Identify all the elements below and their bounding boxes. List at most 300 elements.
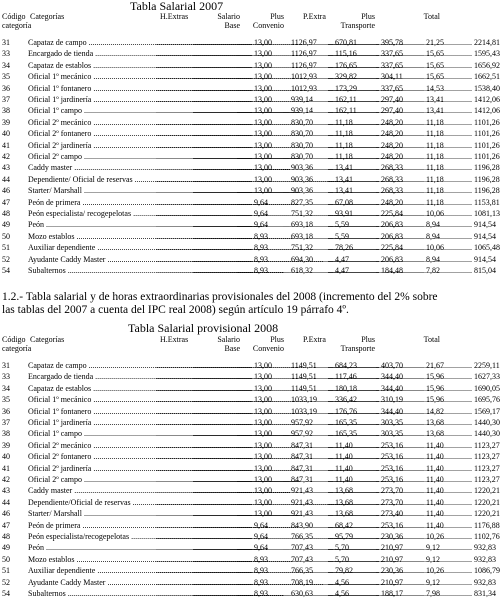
cell-category: Ayudante Caddy Master ..... (28, 577, 156, 588)
table-row (0, 406, 500, 417)
cell-category: Encargado de tienda ..... (28, 48, 156, 59)
cell-plus-transporte: ..... 21,67 (328, 360, 376, 371)
cell-plus-convenio: ..... 115,16 (237, 48, 283, 59)
cell-pextra: ..... 395,78 (283, 37, 328, 48)
cell-salario-base: ..... 847,31 (193, 451, 237, 462)
cell-plus-transporte: ..... 11,40 (328, 485, 376, 496)
cell-code: 38 (2, 106, 10, 116)
cell-code: 31 (2, 38, 10, 47)
cell-total: ..... 1595,43 (376, 48, 439, 59)
cell-hextras: ..... 13,00 (156, 383, 193, 394)
cell-hextras: ..... 13,00 (156, 497, 193, 508)
cell-salario-base: ..... 921,43 (193, 485, 237, 496)
cell-total: ..... 914,54 (376, 254, 439, 265)
cell-plus-transporte: ..... 11,18 (328, 151, 376, 162)
cell-code: 49 (2, 543, 10, 553)
cell-pextra: ..... 337,65 (283, 48, 328, 59)
table1-title: Tabla Salarial 2007 (130, 0, 224, 13)
cell-code: 44 (2, 174, 10, 184)
cell-category: Mozo establos ..... (28, 554, 156, 565)
cell-plus-convenio: ..... 5,70 (237, 554, 283, 565)
cell-plus-transporte: ..... 11,18 (328, 140, 376, 151)
cell-salario-base: ..... 1149,51 (193, 383, 237, 394)
cell-code: 36 (2, 83, 10, 93)
cell-hextras: ..... 13,00 (156, 360, 193, 371)
cell-salario-base: ..... 957,92 (193, 428, 237, 439)
cell-pextra: ..... 248,20 (283, 140, 328, 151)
cell-code: 43 (2, 486, 10, 496)
cell-plus-transporte: ..... 8,94 (328, 254, 376, 265)
cell-pextra: ..... 206,83 (283, 231, 328, 242)
table-row (0, 83, 500, 94)
cell-total: ..... 1695,76 (376, 394, 439, 405)
cell-plus-convenio: ..... 117,46 (237, 371, 283, 382)
cell-pextra: ..... 184,48 (283, 265, 328, 276)
cell-code: 44 (2, 497, 10, 507)
cell-total: ..... 1196,28 (376, 162, 439, 173)
cell-plus-transporte: ..... 14,82 (328, 406, 376, 417)
cell-pextra: ..... 337,65 (283, 60, 328, 71)
cell-pextra: ..... 273,70 (283, 497, 328, 508)
cell-salario-base: ..... 766,35 (193, 531, 237, 542)
cell-salario-base: ..... 1126,97 (193, 48, 237, 59)
cell-plus-convenio: ..... 79,82 (237, 565, 283, 576)
cell-pextra: ..... 206,83 (283, 219, 328, 230)
cell-pextra: ..... 344,40 (283, 406, 328, 417)
table2-title: Tabla Salarial provisional 2008 (128, 321, 279, 335)
cell-plus-transporte: ..... 7,98 (328, 588, 376, 599)
cell-hextras: ..... 13,00 (156, 508, 193, 519)
cell-plus-transporte: ..... 11,40 (328, 451, 376, 462)
cell-hextras: ..... 13,00 (156, 105, 193, 116)
cell-total: ..... 1153,81 (376, 197, 439, 208)
cell-hextras: ..... 13,00 (156, 463, 193, 474)
cell-salario-base: ..... 1126,97 (193, 60, 237, 71)
table-row (0, 117, 500, 128)
cell-category: Dependiente/ Oficial de reservas ..... (28, 174, 156, 185)
cell-pextra: ..... 310,19 (283, 394, 328, 405)
cell-salario-base: ..... 630,63 (193, 588, 237, 599)
cell-pextra: ..... 344,40 (283, 383, 328, 394)
cell-pextra: ..... 225,84 (283, 242, 328, 253)
cell-total: ..... 1690,05 (376, 383, 439, 394)
cell-pextra: ..... 225,84 (283, 208, 328, 219)
cell-total: ..... 932,83 (376, 542, 439, 553)
cell-plus-transporte: ..... 13,68 (328, 428, 376, 439)
cell-total: ..... 2214,81 (376, 37, 439, 48)
cell-salario-base: ..... 1012,93 (193, 71, 237, 82)
cell-hextras: ..... 8,93 (156, 554, 193, 565)
cell-pextra: ..... 230,36 (283, 531, 328, 542)
cell-total: ..... 1101,26 (376, 117, 439, 128)
cell-code: 41 (2, 463, 10, 473)
cell-hextras: ..... 8,93 (156, 231, 193, 242)
cell-total: ..... 1102,76 (376, 531, 439, 542)
cell-hextras: ..... 13,00 (156, 440, 193, 451)
cell-category: Capataz de establos ..... (28, 383, 156, 394)
cell-pextra: ..... 268,33 (283, 162, 328, 173)
table-row (0, 428, 500, 439)
cell-code: 34 (2, 60, 10, 70)
table-row (0, 394, 500, 405)
cell-code: 46 (2, 186, 10, 196)
cell-code: 50 (2, 231, 10, 241)
cell-plus-convenio: ..... 5,59 (237, 219, 283, 230)
cell-total: ..... 1538,40 (376, 83, 439, 94)
cell-hextras: ..... 9,64 (156, 520, 193, 531)
cell-plus-convenio: ..... 4,56 (237, 577, 283, 588)
cell-salario-base: ..... 847,31 (193, 474, 237, 485)
cell-plus-convenio: ..... 13,41 (237, 185, 283, 196)
table-row (0, 554, 496, 565)
cell-pextra: ..... 248,20 (283, 128, 328, 139)
cell-plus-transporte: ..... 10,26 (328, 531, 376, 542)
cell-salario-base: ..... 903,36 (193, 174, 237, 185)
table1-header (0, 13, 443, 33)
cell-category: Capataz de campo ..... (28, 37, 156, 48)
cell-category: Auxiliar dependiente ..... (28, 565, 156, 576)
cell-total: ..... 914,54 (376, 219, 439, 230)
table-row (0, 48, 500, 59)
table-row (0, 497, 500, 508)
cell-code: 47 (2, 197, 10, 207)
cell-code: 33 (2, 49, 10, 59)
cell-category: Peón ..... (28, 219, 156, 230)
cell-salario-base: ..... 751,32 (193, 242, 237, 253)
cell-hextras: ..... 8,93 (156, 577, 193, 588)
table-row (0, 463, 500, 474)
col-code-header: Código categoría (2, 335, 32, 353)
cell-pextra: ..... 253,16 (283, 463, 328, 474)
cell-hextras: ..... 8,93 (156, 265, 193, 276)
cell-plus-convenio: ..... 68,42 (237, 520, 283, 531)
table-row (0, 531, 500, 542)
cell-code: 37 (2, 418, 10, 427)
cell-plus-transporte: ..... 11,18 (328, 197, 376, 208)
cell-plus-transporte: ..... 13,41 (328, 94, 376, 105)
table-row (0, 151, 500, 162)
cell-total: ..... 1086,79 (376, 565, 439, 576)
cell-total: ..... 1101,26 (376, 140, 439, 151)
cell-plus-convenio: ..... 176,76 (237, 406, 283, 417)
cell-hextras: ..... 9,64 (156, 219, 193, 230)
cell-plus-convenio: ..... 4,47 (237, 265, 283, 276)
cell-category: Oficial 1º mecánico ..... (28, 394, 156, 405)
cell-category: Auxiliar dependiente ..... (28, 242, 156, 253)
cell-plus-convenio: ..... 336,42 (237, 394, 283, 405)
cell-total: ..... 1101,26 (376, 128, 439, 139)
cell-category: Ayudante Caddy Master ..... (28, 254, 156, 265)
cell-category: Oficial 2º campo ..... (28, 474, 156, 485)
cell-plus-transporte: ..... 15,96 (328, 394, 376, 405)
cell-total: ..... 1123,27 (376, 463, 439, 474)
cell-plus-transporte: ..... 15,65 (328, 71, 376, 82)
cell-category: Caddy master ..... (28, 485, 156, 496)
cell-plus-transporte: ..... 11,40 (328, 497, 376, 508)
cell-plus-convenio: ..... 4,56 (237, 588, 283, 599)
cell-plus-convenio: ..... 13,68 (237, 485, 283, 496)
cell-pextra: ..... 188,17 (283, 588, 328, 599)
cell-category: Peón especialista/ recogepelotas ..... (28, 208, 156, 219)
cell-salario-base: ..... 1033,19 (193, 394, 237, 405)
table-row (0, 208, 500, 219)
cell-plus-convenio: ..... 13,41 (237, 162, 283, 173)
cell-salario-base: ..... 830,70 (193, 151, 237, 162)
col-plus-transporte-header: Plus Transporte (340, 12, 375, 30)
cell-plus-convenio: ..... 95,79 (237, 531, 283, 542)
cell-hextras: ..... 13,00 (156, 128, 193, 139)
cell-category: Oficial 2º fontanero ..... (28, 451, 156, 462)
cell-category: Capataz de establos ..... (28, 60, 156, 71)
cell-code: 51 (2, 243, 10, 253)
cell-plus-convenio: ..... 13,41 (237, 174, 283, 185)
cell-salario-base: ..... 1033,19 (193, 406, 237, 417)
cell-total: ..... 1440,30 (376, 428, 439, 439)
cell-total: ..... 1627,33 (376, 371, 439, 382)
cell-category: Mozo establos ..... (28, 231, 156, 242)
cell-pextra: ..... 253,16 (283, 451, 328, 462)
cell-plus-transporte: ..... 11,40 (328, 520, 376, 531)
cell-pextra: ..... 253,16 (283, 520, 328, 531)
cell-code: 35 (2, 72, 10, 82)
table-row (0, 417, 500, 428)
cell-salario-base: ..... 957,92 (193, 417, 237, 428)
cell-plus-convenio: ..... 4,47 (237, 254, 283, 265)
table-row (0, 508, 500, 519)
cell-hextras: ..... 13,00 (156, 83, 193, 94)
cell-plus-transporte: ..... 15,65 (328, 48, 376, 59)
cell-hextras: ..... 9,64 (156, 208, 193, 219)
cell-pextra: ..... 210,97 (283, 542, 328, 553)
table2-header (0, 336, 443, 356)
col-plus-convenio-header: Plus Convenio (252, 12, 284, 30)
cell-plus-convenio: ..... 78,26 (237, 242, 283, 253)
cell-category: Oficial 1º fontanero ..... (28, 406, 156, 417)
col-pextra-header: P.Extra (303, 12, 326, 21)
cell-category: Oficial 1º campo ..... (28, 428, 156, 439)
cell-hextras: ..... 13,00 (156, 417, 193, 428)
col-salario-header: Salario Base (217, 335, 240, 353)
cell-hextras: ..... 13,00 (156, 451, 193, 462)
table-row (0, 577, 496, 588)
table-row (0, 485, 500, 496)
cell-code: 52 (2, 254, 10, 264)
table-row (0, 140, 500, 151)
cell-code: 39 (2, 440, 10, 450)
cell-total: ..... 1065,48 (376, 242, 439, 253)
cell-code: 34 (2, 383, 10, 393)
cell-plus-transporte: ..... 15,65 (328, 60, 376, 71)
cell-hextras: ..... 9,64 (156, 197, 193, 208)
cell-category: Peón especialista/recogepelotas ..... (28, 531, 156, 542)
cell-category: Subalternos ..... (28, 588, 156, 599)
cell-pextra: ..... 206,83 (283, 254, 328, 265)
cell-category: Peón de primera ..... (28, 197, 156, 208)
table-row (0, 542, 496, 553)
cell-pextra: ..... 337,65 (283, 83, 328, 94)
cell-category: Peón de primera ..... (28, 520, 156, 531)
cell-total: ..... 932,83 (376, 577, 439, 588)
cell-plus-transporte: ..... 10,06 (328, 242, 376, 253)
cell-total: ..... 1412,06 (376, 105, 439, 116)
cell-plus-convenio: ..... 11,40 (237, 463, 283, 474)
col-plus-convenio-header: Plus Convenio (252, 335, 284, 353)
cell-code: 47 (2, 520, 10, 530)
cell-salario-base: ..... 847,31 (193, 440, 237, 451)
cell-total: ..... 1123,27 (376, 451, 439, 462)
cell-salario-base: ..... 921,43 (193, 497, 237, 508)
table-row (0, 520, 500, 531)
cell-plus-convenio: ..... 176,65 (237, 60, 283, 71)
cell-pextra: ..... 210,97 (283, 577, 328, 588)
cell-code: 33 (2, 372, 10, 382)
col-plus-transporte-header: Plus Transporte (340, 335, 375, 353)
cell-salario-base: ..... 618,32 (193, 265, 237, 276)
cell-hextras: ..... 8,93 (156, 565, 193, 576)
cell-plus-convenio: ..... 684,23 (237, 360, 283, 371)
cell-total: ..... 1412,06 (376, 94, 439, 105)
table-row (0, 128, 500, 139)
cell-code: 54 (2, 589, 10, 598)
cell-code: 36 (2, 406, 10, 416)
cell-plus-transporte: ..... 11,18 (328, 117, 376, 128)
cell-hextras: ..... 13,00 (156, 428, 193, 439)
cell-code: 31 (2, 361, 10, 370)
cell-plus-transporte: ..... 9,12 (328, 577, 376, 588)
table-row (0, 451, 500, 462)
cell-plus-transporte: ..... 11,18 (328, 185, 376, 196)
cell-hextras: ..... 13,00 (156, 71, 193, 82)
cell-hextras: ..... 13,00 (156, 60, 193, 71)
cell-salario-base: ..... 903,36 (193, 185, 237, 196)
cell-salario-base: ..... 693,18 (193, 219, 237, 230)
cell-total: ..... 815,04 (376, 265, 439, 276)
cell-total: ..... 1196,28 (376, 174, 439, 185)
cell-hextras: ..... 13,00 (156, 406, 193, 417)
cell-total: ..... 1101,26 (376, 151, 439, 162)
cell-category: Dependiente/Oficial de reservas ..... (28, 497, 156, 508)
cell-salario-base: ..... 903,36 (193, 162, 237, 173)
cell-salario-base: ..... 847,31 (193, 463, 237, 474)
cell-plus-transporte: ..... 9,12 (328, 554, 376, 565)
table-row (0, 71, 500, 82)
cell-hextras: ..... 13,00 (156, 117, 193, 128)
cell-plus-convenio: ..... 165,35 (237, 417, 283, 428)
cell-plus-convenio: ..... 93,91 (237, 208, 283, 219)
cell-hextras: ..... 13,00 (156, 485, 193, 496)
cell-plus-convenio: ..... 5,70 (237, 542, 283, 553)
cell-category: Caddy master ..... (28, 162, 156, 173)
cell-hextras: ..... 9,64 (156, 531, 193, 542)
cell-category: Capataz de campo ..... (28, 360, 156, 371)
cell-plus-transporte: ..... 9,12 (328, 542, 376, 553)
cell-total: ..... 1662,51 (376, 71, 439, 82)
cell-plus-transporte: ..... 10,26 (328, 565, 376, 576)
cell-salario-base: ..... 693,18 (193, 231, 237, 242)
cell-hextras: ..... 13,00 (156, 37, 193, 48)
cell-category: Oficial 2º jardinería ..... (28, 463, 156, 474)
table-row (0, 588, 496, 599)
cell-pextra: ..... 304,11 (283, 71, 328, 82)
cell-hextras: ..... 13,00 (156, 371, 193, 382)
cell-hextras: ..... 8,93 (156, 254, 193, 265)
cell-code: 38 (2, 429, 10, 439)
cell-salario-base: ..... 939,14 (193, 94, 237, 105)
cell-hextras: ..... 13,00 (156, 140, 193, 151)
cell-total: ..... 1656,92 (376, 60, 439, 71)
cell-code: 49 (2, 220, 10, 230)
cell-plus-transporte: ..... 15,96 (328, 371, 376, 382)
cell-pextra: ..... 273,70 (283, 485, 328, 496)
table-row (0, 242, 500, 253)
cell-category: Starter/ Marshall ..... (28, 185, 156, 196)
table-row (0, 94, 500, 105)
cell-hextras: ..... 13,00 (156, 94, 193, 105)
col-total-header: Total (423, 12, 440, 21)
cell-category: Oficial 2º campo ..... (28, 151, 156, 162)
cell-salario-base: ..... 830,70 (193, 128, 237, 139)
col-pextra-header: P.Extra (303, 335, 326, 344)
cell-pextra: ..... 303,35 (283, 428, 328, 439)
cell-plus-convenio: ..... 165,35 (237, 428, 283, 439)
cell-salario-base: ..... 1012,93 (193, 83, 237, 94)
cell-salario-base: ..... 694,30 (193, 254, 237, 265)
cell-plus-convenio: ..... 67,08 (237, 197, 283, 208)
table-row (0, 265, 496, 276)
table-row (0, 383, 500, 394)
cell-plus-convenio: ..... 180,18 (237, 383, 283, 394)
cell-plus-transporte: ..... 11,40 (328, 463, 376, 474)
cell-plus-convenio: ..... 670,81 (237, 37, 283, 48)
cell-pextra: ..... 297,40 (283, 105, 328, 116)
cell-plus-convenio: ..... 162,11 (237, 105, 283, 116)
cell-hextras: ..... 9,64 (156, 542, 193, 553)
cell-plus-convenio: ..... 11,18 (237, 128, 283, 139)
cell-plus-convenio: ..... 13,68 (237, 508, 283, 519)
cell-salario-base: ..... 830,70 (193, 117, 237, 128)
col-hextras-header: H.Extras (160, 335, 189, 344)
cell-salario-base: ..... 827,35 (193, 197, 237, 208)
cell-plus-convenio: ..... 11,18 (237, 151, 283, 162)
cell-hextras: ..... 13,00 (156, 174, 193, 185)
cell-plus-transporte: ..... 13,41 (328, 105, 376, 116)
cell-code: 41 (2, 140, 10, 150)
cell-category: Oficial 1º campo ..... (28, 105, 156, 116)
cell-pextra: ..... 273,40 (283, 508, 328, 519)
cell-plus-convenio: ..... 11,40 (237, 440, 283, 451)
cell-pextra: ..... 210,97 (283, 554, 328, 565)
col-hextras-header: H.Extras (160, 12, 189, 21)
cell-plus-convenio: ..... 11,40 (237, 451, 283, 462)
cell-hextras: ..... 13,00 (156, 185, 193, 196)
cell-salario-base: ..... 830,70 (193, 140, 237, 151)
cell-hextras: ..... 13,00 (156, 474, 193, 485)
cell-salario-base: ..... 921,43 (193, 508, 237, 519)
cell-category: Starter/ Marshall ..... (28, 508, 156, 519)
cell-total: ..... 914,54 (376, 231, 439, 242)
cell-plus-transporte: ..... 11,40 (328, 440, 376, 451)
cell-plus-transporte: ..... 7,82 (328, 265, 376, 276)
cell-plus-convenio: ..... 329,82 (237, 71, 283, 82)
cell-salario-base: ..... 1126,97 (193, 37, 237, 48)
cell-code: 43 (2, 163, 10, 173)
cell-total: ..... 1196,28 (376, 185, 439, 196)
cell-category: Oficial 2º mecánico ..... (28, 440, 156, 451)
cell-total: ..... 1176,88 (376, 520, 439, 531)
table-row (0, 440, 500, 451)
cell-code: 48 (2, 209, 10, 218)
cell-plus-transporte: ..... 11,18 (328, 174, 376, 185)
